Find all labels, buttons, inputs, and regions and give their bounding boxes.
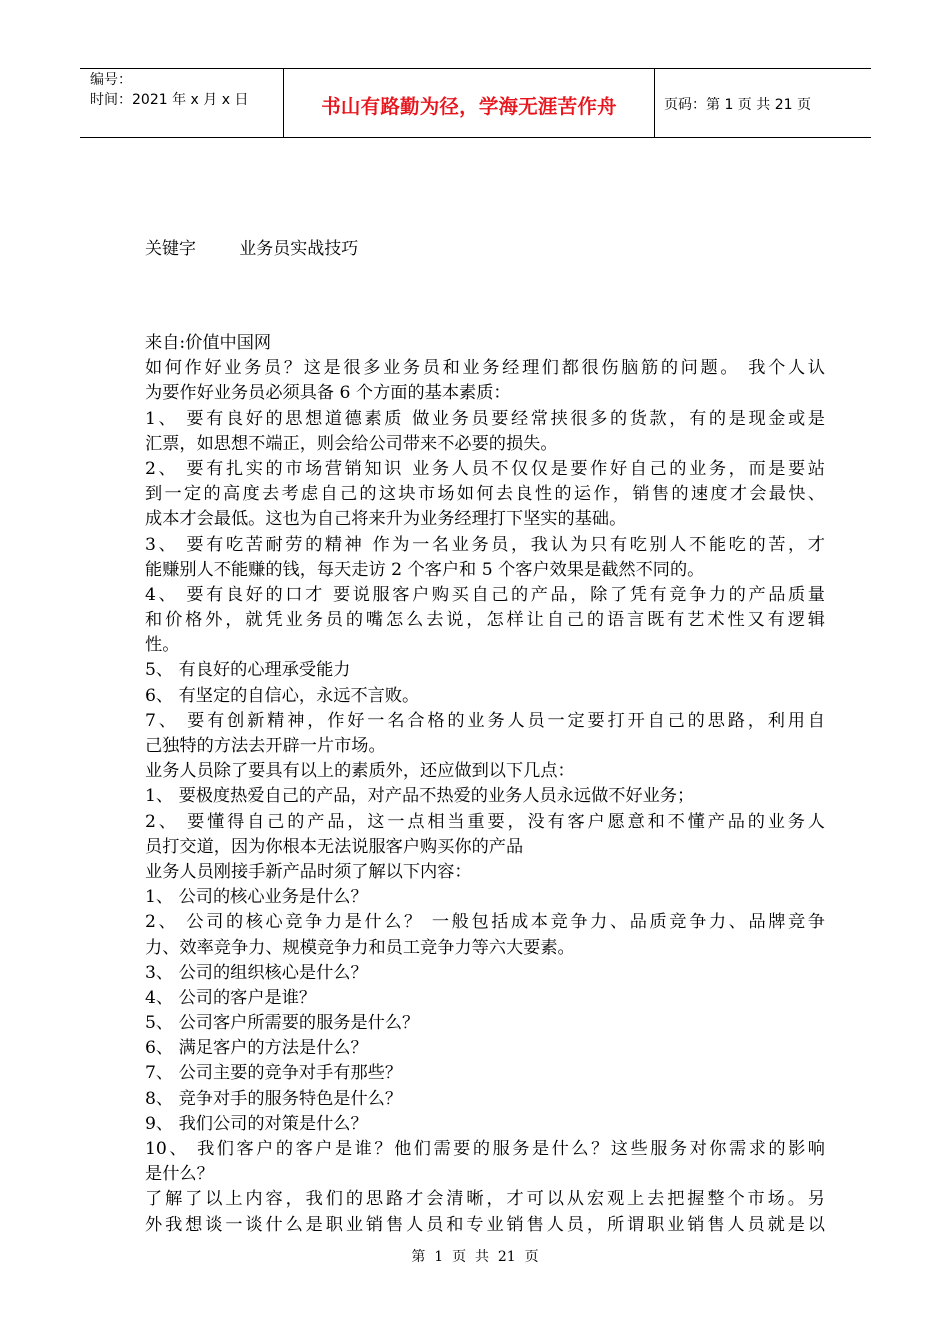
body-text-line: 汇票，如思想不端正，则会给公司带来不必要的损失。 xyxy=(145,433,558,454)
body-text-line: 7、 要有创新精神，作好一名合格的业务人员一定要打开自己的思路，利用自 xyxy=(145,710,825,731)
keywords-line: 关键字 业务员实战技巧 xyxy=(145,239,359,259)
body-text-line: 外我想谈一谈什么是职业销售人员和专业销售人员，所谓职业销售人员就是以 xyxy=(145,1214,825,1235)
body-text-line: 1、 要有良好的思想道德素质 做业务员要经常挟很多的货款，有的是现金或是 xyxy=(145,408,825,429)
body-text-line: 为要作好业务员必须具备 6 个方面的基本素质： xyxy=(145,383,511,404)
body-text-line: 来自:价值中国网 xyxy=(145,333,272,353)
body-text-line: 6、 有坚定的自信心，永远不言败。 xyxy=(145,685,420,706)
body-text-line: 6、 满足客户的方法是什么？ xyxy=(145,1038,368,1059)
body-text-line: 10、 我们客户的客户是谁？他们需要的服务是什么？这些服务对你需求的影响 xyxy=(145,1139,825,1159)
document-number-label: 编号： xyxy=(90,72,132,88)
body-text-line: 1、 公司的核心业务是什么？ xyxy=(145,887,368,908)
document-date-label: 时间：2021 年 x 月 x 日 xyxy=(90,92,249,108)
body-text-line: 4、 公司的客户是谁？ xyxy=(145,987,317,1008)
body-text-line: 性。 xyxy=(145,635,180,656)
header-motto: 书山有路勤为径，学海无涯苦作舟 xyxy=(321,95,617,118)
body-text-line: 业务人员刚接手新产品时须了解以下内容： xyxy=(145,861,472,882)
header-meta-cell xyxy=(80,69,283,137)
body-text-line: 5、 公司客户所需要的服务是什么？ xyxy=(145,1013,420,1034)
document-body xyxy=(145,331,825,1238)
body-text-line: 3、 公司的组织核心是什么？ xyxy=(145,962,368,983)
body-text-line: 1、 要极度热爱自己的产品，对产品不热爱的业务人员永远做不好业务； xyxy=(145,786,695,807)
body-text-line: 如何作好业务员？这是很多业务员和业务经理们都很伤脑筋的问题。 我个人认 xyxy=(145,358,825,379)
body-text-line: 2、 要有扎实的市场营销知识 业务人员不仅仅是要作好自己的业务，而是要站 xyxy=(145,458,825,479)
page-header xyxy=(80,68,871,138)
body-text-line: 2、 公司的核心竞争力是什么？ 一般包括成本竞争力、品质竞争力、品牌竞争 xyxy=(145,912,825,933)
header-page-cell xyxy=(654,69,871,137)
body-text-line: 2、 要懂得自己的产品，这一点相当重要，没有客户愿意和不懂产品的业务人 xyxy=(145,811,825,832)
body-text-line: 业务人员除了要具有以上的素质外，还应做到以下几点： xyxy=(145,761,575,782)
body-text-line: 9、 我们公司的对策是什么？ xyxy=(145,1113,368,1134)
body-text-line: 了解了以上内容，我们的思路才会清晰，才可以从宏观上去把握整个市场。另 xyxy=(145,1189,825,1210)
body-text-line: 7、 公司主要的竞争对手有那些？ xyxy=(145,1063,403,1084)
body-text-line: 到一定的高度去考虑自己的这块市场如何去良性的运作，销售的速度才会最快、 xyxy=(145,484,825,505)
header-motto-cell xyxy=(283,69,655,137)
body-text-line: 力、效率竞争力、规模竞争力和员工竞争力等六大要素。 xyxy=(145,937,575,958)
body-text-line: 能赚别人不能赚的钱，每天走访 2 个客户和 5 个客户效果是截然不同的。 xyxy=(145,559,705,580)
body-text-line: 5、 有良好的心理承受能力 xyxy=(145,660,351,681)
body-text-line: 3、 要有吃苦耐劳的精神 作为一名业务员，我认为只有吃别人不能吃的苦，才 xyxy=(145,534,825,555)
body-text-line: 是什么？ xyxy=(145,1164,214,1185)
body-text-line: 成本才会最低。这也为自己将来升为业务经理打下坚实的基础。 xyxy=(145,509,627,530)
body-text-line: 4、 要有良好的口才 要说服客户购买自己的产品，除了凭有竞争力的产品质量 xyxy=(145,584,825,605)
page-footer: 第 1 页 共 21 页 xyxy=(411,1249,539,1265)
header-page-info: 页码：第 1 页 共 21 页 xyxy=(664,97,811,113)
body-text-line: 8、 竞争对手的服务特色是什么？ xyxy=(145,1088,403,1109)
body-text-line: 员打交道，因为你根本无法说服客户购买你的产品 xyxy=(145,836,524,857)
body-text-line: 和价格外，就凭业务员的嘴怎么去说，怎样让自己的语言既有艺术性又有逻辑 xyxy=(145,610,825,631)
body-text-line: 己独特的方法去开辟一片市场。 xyxy=(145,736,386,756)
